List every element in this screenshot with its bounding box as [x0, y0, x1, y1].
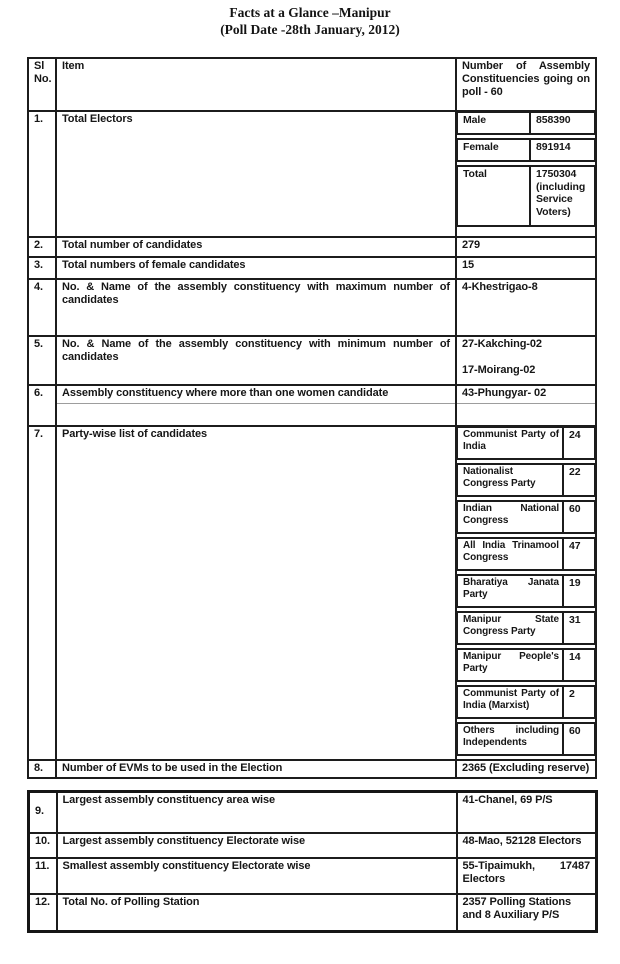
party-name: Indian National Congress	[458, 502, 564, 532]
row-9-sl: 9.	[29, 792, 57, 833]
electors-total-value: 1750304 (including Service Voters)	[536, 168, 586, 218]
electors-row-total	[456, 165, 596, 227]
party-row	[456, 685, 596, 719]
party-name: Nationalist Congress Party	[458, 465, 564, 495]
table-row-3	[28, 257, 596, 279]
row-5-item: No. & Name of the assembly constituency with minimum number of candidates	[56, 336, 456, 385]
party-count: 47	[569, 540, 581, 552]
row-3-item: Total numbers of female candidates	[56, 257, 456, 279]
electors-subtable	[457, 111, 595, 227]
row-6-spacer-item	[56, 403, 456, 426]
table-row-1	[28, 111, 596, 237]
table-row-9	[29, 792, 597, 833]
row-2-item: Total number of candidates	[56, 237, 456, 257]
party-row	[456, 426, 596, 460]
row-9-value: 41-Chanel, 69 P/S	[457, 792, 597, 833]
table-row-2	[28, 237, 596, 257]
header-sl-no: Sl No.	[28, 58, 56, 111]
row-8-value: 2365 (Excluding reserve)	[456, 760, 596, 778]
row-5-value-line-2: 17-Moirang-02	[462, 364, 536, 377]
row-3-value: 15	[456, 257, 596, 279]
row-2-sl: 2.	[28, 237, 56, 257]
party-name: All India Trinamool Congress	[458, 539, 564, 569]
row-11-value: 55-Tipaimukh, 17487 Electors	[457, 858, 597, 894]
party-row	[456, 611, 596, 645]
table-row-8	[28, 760, 596, 778]
row-12-value: 2357 Polling Stations and 8 Auxiliary P/S	[457, 894, 597, 932]
row-11-sl: 11.	[29, 858, 57, 894]
row-7-value	[456, 426, 596, 760]
party-count: 14	[569, 651, 581, 663]
table-row-4	[28, 279, 596, 336]
header-row	[28, 58, 596, 111]
party-name: Communist Party of India (Marxist)	[458, 687, 564, 717]
row-11-item: Smallest assembly constituency Electorate wise	[57, 858, 457, 894]
parties-subtable	[457, 426, 595, 756]
party-count: 60	[569, 725, 581, 737]
row-7-sl: 7.	[28, 426, 56, 760]
party-row	[456, 574, 596, 608]
row-6-value: 43-Phungyar- 02	[456, 385, 596, 403]
table-row-10	[29, 833, 597, 858]
table-row-6-spacer	[28, 403, 596, 426]
electors-male-label: Male	[458, 113, 531, 133]
party-name: Bharatiya Janata Party	[458, 576, 564, 606]
facts-table-bottom	[27, 790, 598, 933]
table-row-6	[28, 385, 596, 403]
party-row	[456, 537, 596, 571]
row-6-spacer-value	[456, 403, 596, 426]
table-row-5	[28, 336, 596, 385]
row-5-value	[456, 336, 596, 385]
title-line-2: (Poll Date -28th January, 2012)	[220, 21, 400, 37]
party-count: 31	[569, 614, 581, 626]
party-row	[456, 500, 596, 534]
row-10-value: 48-Mao, 52128 Electors	[457, 833, 597, 858]
party-count: 60	[569, 503, 581, 515]
row-10-item: Largest assembly constituency Electorate wise	[57, 833, 457, 858]
table-row-12	[29, 894, 597, 932]
row-1-sl: 1.	[28, 111, 56, 237]
party-row	[456, 722, 596, 756]
document-title	[0, 0, 620, 39]
row-9-item: Largest assembly constituency area wise	[57, 792, 457, 833]
table-row-7	[28, 426, 596, 760]
facts-table	[27, 57, 597, 779]
row-3-sl: 3.	[28, 257, 56, 279]
party-count: 22	[569, 466, 581, 478]
party-count: 24	[569, 429, 581, 441]
electors-female-label: Female	[458, 140, 531, 160]
electors-row-male	[456, 111, 596, 135]
party-count: 19	[569, 577, 581, 589]
table-row-11	[29, 858, 597, 894]
row-5-value-line-1: 27-Kakching-02	[462, 338, 542, 350]
row-1-item: Total Electors	[56, 111, 456, 237]
party-count: 2	[569, 688, 575, 700]
row-4-sl: 4.	[28, 279, 56, 336]
row-4-item: No. & Name of the assembly constituency with maximum number of candidates	[56, 279, 456, 336]
row-4-value: 4-Khestrigao-8	[456, 279, 596, 336]
party-row	[456, 463, 596, 497]
electors-row-female	[456, 138, 596, 162]
electors-total-label: Total	[458, 167, 531, 225]
row-12-sl: 12.	[29, 894, 57, 932]
party-name: Manipur People's Party	[458, 650, 564, 680]
header-item: Item	[56, 58, 456, 111]
party-name: Communist Party of India	[458, 428, 564, 458]
party-row	[456, 648, 596, 682]
row-5-sl: 5.	[28, 336, 56, 385]
row-6-sl: 6.	[28, 385, 56, 426]
electors-female-value: 891914	[536, 141, 571, 153]
electors-male-value: 858390	[536, 114, 571, 126]
row-2-value: 279	[456, 237, 596, 257]
party-name: Manipur State Congress Party	[458, 613, 564, 643]
row-7-item: Party-wise list of candidates	[56, 426, 456, 760]
party-name: Others including Independents	[458, 724, 564, 754]
row-1-value	[456, 111, 596, 237]
title-line-1: Facts at a Glance –Manipur	[229, 5, 391, 20]
header-value: Number of Assembly Constituencies going on poll - 60	[456, 58, 596, 111]
row-10-sl: 10.	[29, 833, 57, 858]
row-6-item: Assembly constituency where more than one women candidate	[56, 385, 456, 403]
row-8-sl: 8.	[28, 760, 56, 778]
row-8-item: Number of EVMs to be used in the Election	[56, 760, 456, 778]
row-12-item: Total No. of Polling Station	[57, 894, 457, 932]
